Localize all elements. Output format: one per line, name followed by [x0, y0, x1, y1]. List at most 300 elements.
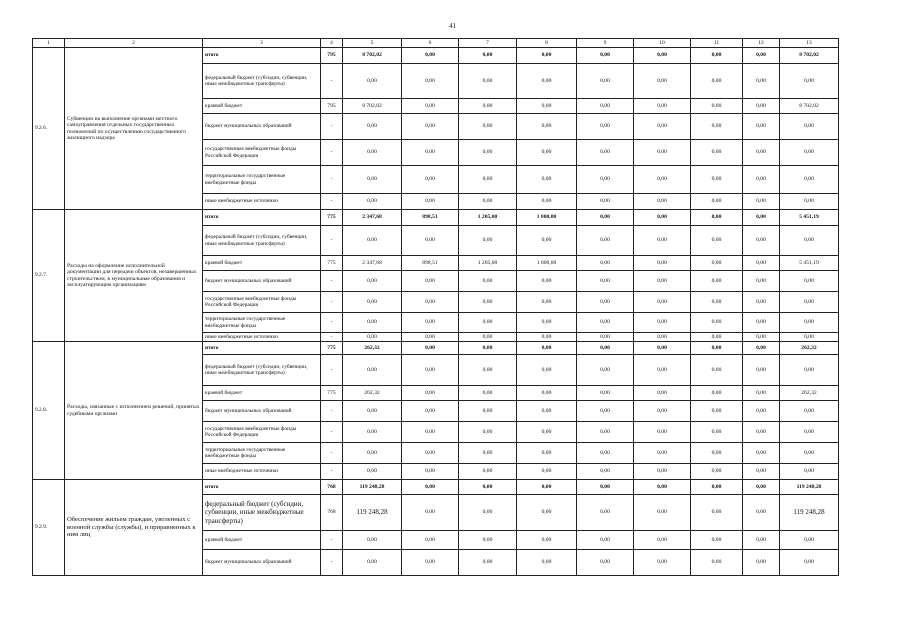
amount-cell: 262,32	[780, 342, 839, 355]
amount-cell: 0,00	[634, 256, 691, 271]
amount-cell: 0,00	[634, 550, 691, 576]
budget-code: 775	[321, 210, 343, 226]
amount-cell: 0,00	[402, 480, 459, 495]
amount-cell: 0,00	[743, 422, 780, 443]
amount-cell: 8 702,02	[343, 48, 402, 64]
amount-cell: 0,00	[517, 194, 577, 210]
amount-cell: 0,00	[743, 443, 780, 464]
amount-cell: 0,00	[459, 292, 517, 313]
amount-cell: 0,00	[691, 166, 743, 194]
amount-cell: 0,00	[517, 531, 577, 550]
amount-cell: 0,00	[459, 333, 517, 342]
amount-cell: 0,00	[343, 464, 402, 480]
budget-code: -	[321, 464, 343, 480]
table-row	[33, 480, 839, 495]
amount-cell: 0,00	[402, 443, 459, 464]
amount-cell: 0,00	[780, 401, 839, 422]
column-number-5: 5	[343, 39, 402, 48]
budget-code: -	[321, 333, 343, 342]
amount-cell: 0,00	[780, 443, 839, 464]
budget-code: -	[321, 550, 343, 576]
item-number: 9.2.9.	[33, 480, 65, 576]
amount-cell: 0,00	[517, 480, 577, 495]
amount-cell: 0,00	[634, 48, 691, 64]
column-number-2: 2	[65, 39, 203, 48]
budget-code: -	[321, 401, 343, 422]
amount-cell: 0,00	[743, 355, 780, 386]
amount-cell: 0,00	[459, 495, 517, 531]
amount-cell: 0,00	[780, 64, 839, 99]
amount-cell: 0,00	[517, 464, 577, 480]
amount-cell: 0,00	[691, 271, 743, 292]
amount-cell: 0,00	[691, 99, 743, 114]
amount-cell: 0,00	[577, 64, 634, 99]
amount-cell: 0,00	[577, 210, 634, 226]
amount-cell: 0,00	[780, 194, 839, 210]
amount-cell: 0,00	[780, 333, 839, 342]
amount-cell: 0,00	[343, 140, 402, 166]
amount-cell: 0,00	[743, 256, 780, 271]
amount-cell: 0,00	[691, 464, 743, 480]
amount-cell: 0,00	[343, 333, 402, 342]
amount-cell: 0,00	[780, 313, 839, 333]
amount-cell: 0,00	[517, 140, 577, 166]
amount-cell: 0,00	[459, 313, 517, 333]
amount-cell: 0,00	[691, 114, 743, 140]
budget-code: -	[321, 531, 343, 550]
amount-cell: 0,00	[577, 140, 634, 166]
amount-cell: 0,00	[402, 166, 459, 194]
amount-cell: 0,00	[634, 342, 691, 355]
budget-code: -	[321, 226, 343, 256]
amount-cell: 0,00	[517, 355, 577, 386]
amount-cell: 0,00	[634, 480, 691, 495]
amount-cell: 0,00	[459, 355, 517, 386]
amount-cell: 0,00	[343, 271, 402, 292]
amount-cell: 0,00	[780, 464, 839, 480]
amount-cell: 0,00	[343, 166, 402, 194]
amount-cell: 0,00	[402, 271, 459, 292]
funding-source-label: итого	[203, 480, 321, 495]
amount-cell: 262,32	[343, 342, 402, 355]
amount-cell: 0,00	[743, 464, 780, 480]
amount-cell: 0,00	[517, 271, 577, 292]
column-number-9: 9	[577, 39, 634, 48]
item-title: Субвенции на выполнение органами местного самоуправления отдельных государственных полномочий по осуществлению государственного жилищного надзора	[65, 48, 203, 210]
amount-cell: 0,00	[517, 226, 577, 256]
amount-cell: 0,00	[691, 256, 743, 271]
budget-code: -	[321, 292, 343, 313]
amount-cell: 0,00	[517, 422, 577, 443]
amount-cell: 0,00	[634, 271, 691, 292]
amount-cell: 0,00	[517, 550, 577, 576]
budget-code: 768	[321, 495, 343, 531]
column-number-8: 8	[517, 39, 577, 48]
amount-cell: 0,00	[459, 443, 517, 464]
column-number-row	[33, 39, 839, 48]
amount-cell: 1 000,00	[517, 210, 577, 226]
funding-source-label: иные внебюджетные источники	[203, 194, 321, 210]
budget-code: -	[321, 313, 343, 333]
amount-cell: 0,00	[577, 48, 634, 64]
funding-source-label: государственные внебюджетные фонды Российской Федерации	[203, 292, 321, 313]
amount-cell: 0,00	[517, 166, 577, 194]
amount-cell: 0,00	[577, 342, 634, 355]
budget-code: 768	[321, 480, 343, 495]
amount-cell: 0,00	[459, 480, 517, 495]
column-number-7: 7	[459, 39, 517, 48]
funding-source-label: итого	[203, 48, 321, 64]
funding-source-label: бюджет муниципальных образований	[203, 114, 321, 140]
amount-cell: 0,00	[402, 48, 459, 64]
amount-cell: 2 347,68	[343, 210, 402, 226]
amount-cell: 0,00	[743, 271, 780, 292]
amount-cell: 0,00	[402, 550, 459, 576]
funding-source-label: территориальные государственные внебюджетные фонды	[203, 443, 321, 464]
column-number-11: 11	[691, 39, 743, 48]
column-number-10: 10	[634, 39, 691, 48]
amount-cell: 0,00	[743, 226, 780, 256]
amount-cell: 0,00	[402, 531, 459, 550]
amount-cell: 0,00	[691, 386, 743, 401]
amount-cell: 0,00	[517, 99, 577, 114]
amount-cell: 0,00	[459, 401, 517, 422]
amount-cell: 0,00	[691, 422, 743, 443]
budget-code: -	[321, 64, 343, 99]
amount-cell: 0,00	[743, 166, 780, 194]
amount-cell: 0,00	[402, 292, 459, 313]
amount-cell: 1 000,00	[517, 256, 577, 271]
amount-cell: 0,00	[343, 401, 402, 422]
amount-cell: 0,00	[402, 194, 459, 210]
amount-cell: 0,00	[577, 550, 634, 576]
amount-cell: 0,00	[634, 531, 691, 550]
funding-source-label: краевой бюджет	[203, 99, 321, 114]
item-title: Обеспечение жильем граждан, уволенных с военной службы (службы), и приравненных к ним лиц	[65, 480, 203, 576]
funding-source-label: государственные внебюджетные фонды Российской Федерации	[203, 140, 321, 166]
table-row	[33, 342, 839, 355]
amount-cell: 0,00	[691, 226, 743, 256]
amount-cell: 0,00	[577, 333, 634, 342]
funding-source-label: федеральный бюджет (субсидии, субвенции, иные межбюджетные трансферты)	[203, 495, 321, 531]
amount-cell: 0,00	[780, 550, 839, 576]
amount-cell: 0,00	[634, 140, 691, 166]
amount-cell: 0,00	[577, 355, 634, 386]
amount-cell: 0,00	[577, 422, 634, 443]
amount-cell: 119 248,28	[780, 495, 839, 531]
amount-cell: 0,00	[577, 443, 634, 464]
amount-cell: 2 347,68	[343, 256, 402, 271]
amount-cell: 0,00	[743, 194, 780, 210]
amount-cell: 0,00	[517, 386, 577, 401]
amount-cell: 0,00	[459, 114, 517, 140]
amount-cell: 0,00	[402, 355, 459, 386]
amount-cell: 262,32	[780, 386, 839, 401]
amount-cell: 0,00	[402, 422, 459, 443]
item-title: Расходы, связанные с исполнением решений, принятых судебными органами	[65, 342, 203, 480]
page-number: 41	[449, 22, 456, 30]
amount-cell: 0,00	[634, 443, 691, 464]
amount-cell: 5 451,19	[780, 210, 839, 226]
amount-cell: 119 248,28	[780, 480, 839, 495]
amount-cell: 0,00	[743, 114, 780, 140]
funding-source-label: бюджет муниципальных образований	[203, 271, 321, 292]
amount-cell: 0,00	[343, 550, 402, 576]
amount-cell: 0,00	[402, 226, 459, 256]
amount-cell: 0,00	[402, 64, 459, 99]
amount-cell: 0,00	[459, 531, 517, 550]
amount-cell: 0,00	[780, 422, 839, 443]
amount-cell: 1 205,00	[459, 256, 517, 271]
amount-cell: 262,32	[343, 386, 402, 401]
budget-code: 795	[321, 48, 343, 64]
amount-cell: 0,00	[343, 531, 402, 550]
budget-code: -	[321, 140, 343, 166]
item-number: 9.2.7.	[33, 210, 65, 342]
amount-cell: 0,00	[780, 292, 839, 313]
amount-cell: 0,00	[459, 48, 517, 64]
amount-cell: 0,00	[691, 48, 743, 64]
amount-cell: 0,00	[780, 226, 839, 256]
amount-cell: 0,00	[780, 271, 839, 292]
amount-cell: 0,00	[402, 401, 459, 422]
item-number: 9.2.6.	[33, 48, 65, 210]
amount-cell: 898,51	[402, 256, 459, 271]
amount-cell: 0,00	[691, 313, 743, 333]
amount-cell: 0,00	[634, 166, 691, 194]
amount-cell: 0,00	[402, 99, 459, 114]
column-number-6: 6	[402, 39, 459, 48]
amount-cell: 0,00	[691, 550, 743, 576]
amount-cell: 1 205,00	[459, 210, 517, 226]
amount-cell: 0,00	[577, 292, 634, 313]
amount-cell: 0,00	[691, 292, 743, 313]
amount-cell: 0,00	[343, 422, 402, 443]
funding-source-label: бюджет муниципальных образований	[203, 401, 321, 422]
amount-cell: 0,00	[634, 386, 691, 401]
amount-cell: 0,00	[459, 386, 517, 401]
amount-cell: 0,00	[691, 495, 743, 531]
amount-cell: 0,00	[577, 166, 634, 194]
amount-cell: 0,00	[459, 464, 517, 480]
funding-source-label: иные внебюджетные источники	[203, 464, 321, 480]
amount-cell: 0,00	[459, 166, 517, 194]
amount-cell: 0,00	[691, 342, 743, 355]
amount-cell: 0,00	[743, 292, 780, 313]
funding-source-label: итого	[203, 342, 321, 355]
column-number-12: 12	[743, 39, 780, 48]
amount-cell: 0,00	[634, 495, 691, 531]
amount-cell: 0,00	[743, 480, 780, 495]
column-number-13: 13	[780, 39, 839, 48]
amount-cell: 0,00	[691, 194, 743, 210]
amount-cell: 0,00	[743, 550, 780, 576]
amount-cell: 0,00	[743, 495, 780, 531]
amount-cell: 0,00	[743, 333, 780, 342]
table-row	[33, 210, 839, 226]
amount-cell: 0,00	[577, 313, 634, 333]
amount-cell: 0,00	[577, 386, 634, 401]
amount-cell: 0,00	[459, 140, 517, 166]
amount-cell: 0,00	[402, 114, 459, 140]
amount-cell: 0,00	[343, 194, 402, 210]
amount-cell: 0,00	[743, 210, 780, 226]
amount-cell: 8 702,02	[780, 99, 839, 114]
amount-cell: 0,00	[577, 114, 634, 140]
amount-cell: 0,00	[577, 256, 634, 271]
amount-cell: 0,00	[577, 480, 634, 495]
amount-cell: 0,00	[634, 226, 691, 256]
amount-cell: 0,00	[634, 333, 691, 342]
amount-cell: 0,00	[402, 386, 459, 401]
funding-source-label: краевой бюджет	[203, 386, 321, 401]
budget-code: -	[321, 443, 343, 464]
budget-code: 775	[321, 342, 343, 355]
column-number-4: 4	[321, 39, 343, 48]
amount-cell: 0,00	[459, 99, 517, 114]
funding-source-label: краевой бюджет	[203, 256, 321, 271]
amount-cell: 0,00	[402, 313, 459, 333]
amount-cell: 0,00	[459, 64, 517, 99]
funding-source-label: государственные внебюджетные фонды Российской Федерации	[203, 422, 321, 443]
amount-cell: 0,00	[343, 355, 402, 386]
amount-cell: 0,00	[780, 140, 839, 166]
item-title: Расходы на оформление исполнительной документации для передачи объектов, незавершенных строительством, в муниципальные образования и эксплуатирующим организациям	[65, 210, 203, 342]
amount-cell: 0,00	[577, 194, 634, 210]
amount-cell: 0,00	[743, 48, 780, 64]
amount-cell: 0,00	[343, 443, 402, 464]
amount-cell: 0,00	[517, 443, 577, 464]
amount-cell: 0,00	[634, 194, 691, 210]
amount-cell: 0,00	[634, 99, 691, 114]
amount-cell: 898,51	[402, 210, 459, 226]
amount-cell: 119 248,28	[343, 495, 402, 531]
amount-cell: 0,00	[343, 313, 402, 333]
budget-code: 775	[321, 386, 343, 401]
amount-cell: 0,00	[517, 313, 577, 333]
funding-source-label: иные внебюджетные источники	[203, 333, 321, 342]
amount-cell: 0,00	[634, 464, 691, 480]
amount-cell: 0,00	[743, 64, 780, 99]
amount-cell: 0,00	[343, 64, 402, 99]
funding-source-label: федеральный бюджет (субсидии, субвенции, иные межбюджетные трансферты)	[203, 355, 321, 386]
amount-cell: 0,00	[402, 140, 459, 166]
amount-cell: 0,00	[459, 271, 517, 292]
amount-cell: 0,00	[459, 422, 517, 443]
amount-cell: 0,00	[634, 355, 691, 386]
column-number-3: 3	[203, 39, 321, 48]
amount-cell: 0,00	[691, 531, 743, 550]
amount-cell: 0,00	[343, 292, 402, 313]
amount-cell: 0,00	[634, 313, 691, 333]
amount-cell: 0,00	[577, 531, 634, 550]
amount-cell: 0,00	[780, 531, 839, 550]
funding-source-label: краевой бюджет	[203, 531, 321, 550]
amount-cell: 0,00	[743, 99, 780, 114]
funding-source-label: бюджет муниципальных образований	[203, 550, 321, 576]
amount-cell: 0,00	[691, 140, 743, 166]
amount-cell: 0,00	[343, 226, 402, 256]
amount-cell: 0,00	[634, 114, 691, 140]
amount-cell: 5 451,19	[780, 256, 839, 271]
amount-cell: 0,00	[634, 210, 691, 226]
amount-cell: 0,00	[577, 495, 634, 531]
budget-table	[32, 38, 839, 576]
amount-cell: 0,00	[577, 99, 634, 114]
amount-cell: 0,00	[459, 226, 517, 256]
funding-source-label: федеральный бюджет (субсидии, субвенции, иные межбюджетные трансферты)	[203, 226, 321, 256]
amount-cell: 0,00	[517, 401, 577, 422]
amount-cell: 0,00	[780, 355, 839, 386]
funding-source-label: итого	[203, 210, 321, 226]
amount-cell: 0,00	[402, 342, 459, 355]
amount-cell: 119 248,28	[343, 480, 402, 495]
table-row	[33, 48, 839, 64]
amount-cell: 0,00	[402, 495, 459, 531]
amount-cell: 0,00	[634, 292, 691, 313]
amount-cell: 0,00	[743, 401, 780, 422]
amount-cell: 0,00	[691, 443, 743, 464]
amount-cell: 8 702,02	[343, 99, 402, 114]
amount-cell: 0,00	[691, 401, 743, 422]
amount-cell: 0,00	[743, 140, 780, 166]
budget-code: -	[321, 114, 343, 140]
amount-cell: 0,00	[780, 114, 839, 140]
budget-code: -	[321, 271, 343, 292]
amount-cell: 0,00	[577, 226, 634, 256]
amount-cell: 0,00	[459, 194, 517, 210]
amount-cell: 0,00	[743, 386, 780, 401]
budget-code: -	[321, 422, 343, 443]
budget-code: 795	[321, 99, 343, 114]
amount-cell: 0,00	[517, 114, 577, 140]
budget-code: 775	[321, 256, 343, 271]
column-number-1: 1	[33, 39, 65, 48]
amount-cell: 0,00	[691, 480, 743, 495]
amount-cell: 0,00	[634, 422, 691, 443]
amount-cell: 0,00	[691, 355, 743, 386]
amount-cell: 0,00	[402, 333, 459, 342]
amount-cell: 0,00	[517, 495, 577, 531]
amount-cell: 0,00	[577, 464, 634, 480]
amount-cell: 0,00	[577, 401, 634, 422]
amount-cell: 0,00	[634, 64, 691, 99]
amount-cell: 0,00	[577, 271, 634, 292]
funding-source-label: территориальные государственные внебюджетные фонды	[203, 166, 321, 194]
funding-source-label: федеральный бюджет (субсидии, субвенции, иные межбюджетные трансферты)	[203, 64, 321, 99]
amount-cell: 0,00	[459, 550, 517, 576]
amount-cell: 0,00	[517, 342, 577, 355]
budget-code: -	[321, 166, 343, 194]
item-number: 9.2.8.	[33, 342, 65, 480]
budget-code: -	[321, 355, 343, 386]
amount-cell: 0,00	[459, 342, 517, 355]
amount-cell: 0,00	[402, 464, 459, 480]
amount-cell: 0,00	[743, 313, 780, 333]
amount-cell: 0,00	[634, 401, 691, 422]
amount-cell: 0,00	[517, 333, 577, 342]
amount-cell: 0,00	[691, 64, 743, 99]
amount-cell: 0,00	[517, 292, 577, 313]
amount-cell: 0,00	[517, 48, 577, 64]
amount-cell: 0,00	[743, 531, 780, 550]
amount-cell: 8 702,02	[780, 48, 839, 64]
amount-cell: 0,00	[691, 210, 743, 226]
amount-cell: 0,00	[343, 114, 402, 140]
amount-cell: 0,00	[743, 342, 780, 355]
amount-cell: 0,00	[517, 64, 577, 99]
amount-cell: 0,00	[780, 166, 839, 194]
